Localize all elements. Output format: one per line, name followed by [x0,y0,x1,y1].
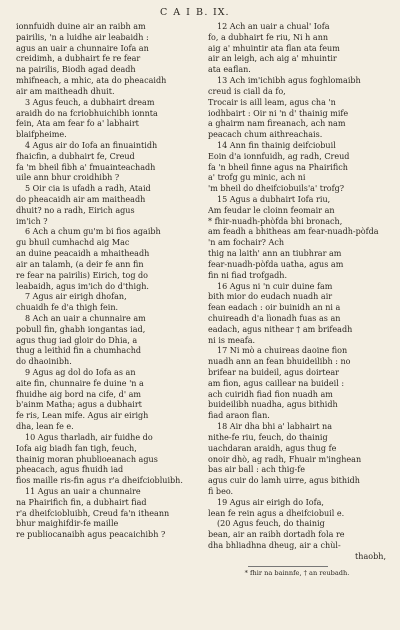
footnote: * fhir na bainnfe, † an reubadh. [244,568,350,577]
text-line: na Phairifich fin, a dubhairt fiad [16,497,147,507]
text-line: fios maille ris-fin agus r'a dheifciobluibh. [16,476,183,486]
text-line: iodhbairt : Oir ni 'n d' thainig mife [208,108,349,118]
footnote-divider [248,566,328,567]
text-line: a' trofg gu minic, ach ni [208,173,306,183]
text-line: 'n am fochair? Ach [208,238,285,248]
chapter-number: IX. [213,7,230,18]
text-line: * fhir-nuadh-phòfda bhi bronach, [208,216,343,226]
text-line: nithe-fe riu, feuch, do thainig [208,432,328,442]
right-column [208,22,386,577]
text-line: pairilis, 'n a luidhe air leabaidh : [16,32,149,42]
text-line: 6 Ach a chum gu'm bi fios agaibh [25,227,161,237]
text-line: 8 Ach an uair a chunnaire am [25,313,146,323]
text-line: uile ann bhur croidhibh ? [16,173,120,183]
text-line: bean, air an raibh dortadh fola re [208,530,345,540]
text-line: nuadh ann an fean bhuideilibh : no [208,357,351,367]
text-line: uachdaran araidh, agus thug fe [208,443,337,453]
text-line: dha bhliadhna dheug, air a chùl- [208,541,341,550]
text-line: gu bhuil cumhachd aig Mac [16,238,130,248]
text-line: mhifneach, a mhic, ata do pheacaidh [16,76,167,86]
text-line: 5 Oir cia is ufadh a radh, Ataid [25,184,151,194]
text-line: 11 Agus an uair a chunnaire [25,486,141,496]
text-line: dhuit? no a radh, Eirich agus [16,205,135,215]
text-line: am feadh a bhitheas am fear-nuadh-pòfda [208,227,379,237]
text-columns [16,22,388,622]
text-line: araidh do na fcriobhuichibh ionnta [16,108,158,118]
text-line: ionnfuidh duine air an raibh am [16,22,146,31]
text-line: fi beo. [208,486,234,496]
text-line: thig na laith' ann an tiubhrar am [208,249,342,259]
text-line: Trocair is aill leam, agus cha 'n [208,97,336,107]
text-line: fein, Ata am fear fo a' labhairt [16,119,139,129]
text-line: agus thug iad gloir do Dhia, a [16,335,138,345]
text-line: ni is meafa. [208,335,256,345]
text-line: aig a' mhuintir ata flan ata feum [208,43,340,53]
text-line: bith mior do eudach nuadh air [208,292,333,302]
text-line: fa 'm bheil fibh a' fmuainteachadh [16,162,156,172]
text-line: do pheacaidh air am maitheadh [16,195,146,204]
text-line: brifear na buideil, agus doirtear [208,368,340,377]
text-line: eadach, agus nithear † am brifeadh [208,324,353,334]
text-line: ata eaflan. [208,65,251,75]
text-line: fo, a dubhairt fe riu, Ni h ann [208,32,329,42]
text-line: 7 Agus air eirigh dhofan, [25,292,127,302]
text-line: fhuidhe aig bord na cife, d' am [16,389,142,399]
text-line: 4 Agus air do Iofa an finuaintidh [25,140,158,150]
text-line: 14 Ann fin thainig deifciobuil [217,140,336,150]
text-line: fean eadach : oir buinidh an ni a [208,303,341,313]
text-line: air am maitheadh dhuit. [16,86,115,96]
text-line: creidimh, a dubhairt fe re fear [16,54,141,64]
text-line: chuaidh fe d'a thigh fein. [16,303,119,313]
text-line: blaifpheime. [16,130,67,140]
text-line: (20 Agus feuch, do thainig [217,519,325,529]
text-line: an duine peacaidh a mhaitheadh [16,249,150,259]
text-line: Iofa aig biadh fan tigh, feuch, [16,443,137,453]
text-line: 3 Agus feuch, a dubhairt dream [25,97,155,107]
text-line: pobull fin, ghabh iongantas iad, [16,324,146,334]
text-line: 'm bheil do dheifciobuils'a' trofg? [208,184,345,194]
text-line: peacach chum aithreachais. [208,130,323,140]
text-line: b'ainm Matha; agus a dubhairt [16,400,142,410]
text-line: a ghairm nam fireanach, ach nam [208,119,346,129]
text-line: fear-nuadh-pòfda uatha, agus am [208,259,344,269]
text-line: re publiocanaibh agus peacaichibh ? [16,530,166,540]
text-line: dha, lean fe e. [16,422,74,432]
left-column [16,22,194,541]
text-line: 16 Agus ni 'n cuir duine fam [217,281,333,291]
text-line: bas air ball : ach thig-fe [208,465,305,475]
running-head: C A I B. [160,7,209,18]
text-line: 10 Agus tharladh, air fuidhe do [25,432,153,442]
text-line: thainig moran phublioeanach agus [16,454,158,464]
text-line: creud is ciall da fo, [208,86,286,96]
text-line: agus an uair a chunnaire Iofa an [16,43,149,53]
text-line: chuireadh d'a lìonadh fuas as an [208,313,341,323]
text-line: 9 Agus ag dol do Iofa as an [25,368,136,377]
text-line: thug a leithid fin a chumhachd [16,346,142,356]
text-line: Eoin d'a ionnfuidh, ag radh, Creud [208,151,350,161]
text-line: bhur maighifdir-fe maille [16,519,119,529]
text-line: fa 'n bheil finne agus na Phairifich [208,162,348,172]
text-line: im'ich ? [16,216,48,226]
text-line: Am feudar le cloinn feomair an [208,205,335,215]
page-header [0,7,400,21]
text-line: 19 Agus air eirigh do Iofa, [217,497,324,507]
text-line: pheacach, agus fhuidh iad [16,465,124,475]
text-line: ach cuiridh fiad fion nuadh am [208,389,333,399]
text-line: 13 Ach im'ichibh agus foghlomaibh [217,76,361,86]
text-line: fiad araon flan. [208,411,270,421]
text-line: thaobh, [355,551,386,561]
text-line: aite fin, chunnaire fe duine 'n a [16,378,144,388]
text-line: fe ris, Lean mife. Agus air eirigh [16,411,149,421]
text-line: air an talamh, (a deir fe ann fin [16,259,144,269]
text-line: buideilibh nuadha, agus bithidh [208,400,338,410]
text-line: 17 Ni mò a chuireas daoine fion [217,346,348,356]
text-line: agus cuir do lamh uirre, agus bithidh [208,476,360,486]
text-line: lean fe rein agus a dheifciobuil e. [208,508,345,518]
text-line: onoir dhò, ag radh, Fhuair m'inghean [208,454,362,464]
text-line: am fion, agus caillear na buideil : [208,378,345,388]
text-line: air an leigh, ach aig a' mhuintir [208,54,337,64]
text-line: fhaicfin, a dubhairt fe, Creud [16,151,135,161]
text-line: do dhaoinibh. [16,357,72,367]
text-line: 18 Air dha bhi a' labhairt na [217,422,333,432]
text-line: fin ni fiad trofgadh. [208,270,288,280]
text-line: na pairilis, Biodh agad deadh [16,65,136,75]
text-line: re fear na pairilis) Eirich, tog do [16,270,149,280]
text-line: r'a dheifciobluibh, Creud fa'n itheann [16,508,170,518]
text-line: 15 Agus a dubhairt Iofa riu, [217,195,331,204]
text-line: 12 Ach an uair a chual' Iofa [217,22,330,31]
text-line: leabaidh, agus im'ich do d'thigh. [16,281,149,291]
